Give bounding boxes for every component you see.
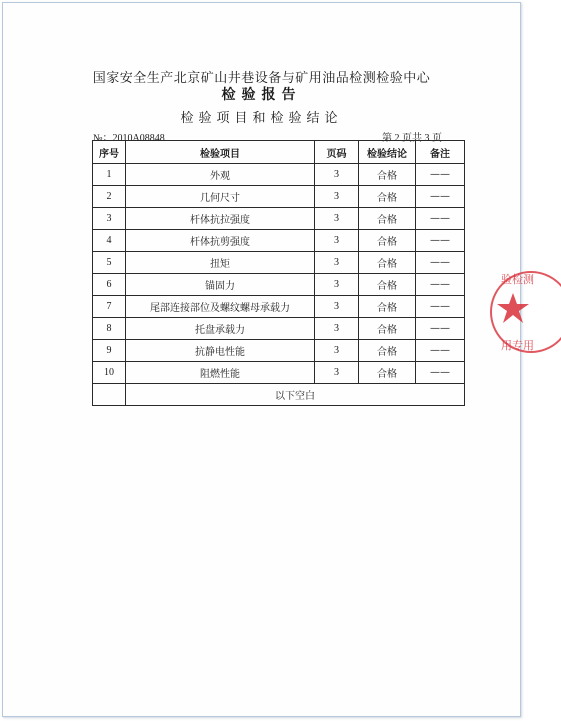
table-header-row <box>93 141 465 164</box>
cell-item: 锚固力 <box>126 274 315 296</box>
cell-remark: —— <box>416 230 465 252</box>
column-header-no: 序号 <box>93 141 126 164</box>
cell-page: 3 <box>315 186 359 208</box>
svg-text:用专用: 用专用 <box>501 339 534 352</box>
organization-name: 国家安全生产北京矿山井巷设备与矿用油品检测检验中心 <box>92 71 431 86</box>
table-row <box>93 230 465 252</box>
cell-conclusion: 合格 <box>359 230 416 252</box>
table-row <box>93 318 465 340</box>
cell-no: 9 <box>93 340 126 362</box>
cell-page: 3 <box>315 340 359 362</box>
cell-item: 托盘承载力 <box>126 318 315 340</box>
cell-remark: —— <box>416 340 465 362</box>
cell-remark: —— <box>416 164 465 186</box>
cell-page: 3 <box>315 230 359 252</box>
cell-conclusion: 合格 <box>359 340 416 362</box>
cell-blank <box>93 384 126 406</box>
table-row <box>93 186 465 208</box>
cell-no: 5 <box>93 252 126 274</box>
table-footer-row <box>93 384 465 406</box>
table-row <box>93 340 465 362</box>
column-header-remark: 备注 <box>416 141 465 164</box>
cell-item: 扭矩 <box>126 252 315 274</box>
cell-remark: —— <box>416 296 465 318</box>
svg-text:验检测: 验检测 <box>501 273 534 286</box>
cell-no: 3 <box>93 208 126 230</box>
column-header-page: 页码 <box>315 141 359 164</box>
table-row <box>93 362 465 384</box>
cell-conclusion: 合格 <box>359 164 416 186</box>
section-title: 检验项目和检验结论 <box>180 111 343 126</box>
cell-page: 3 <box>315 318 359 340</box>
column-header-item: 检验项目 <box>126 141 315 164</box>
cell-no: 7 <box>93 296 126 318</box>
cell-item: 外观 <box>126 164 315 186</box>
cell-page: 3 <box>315 164 359 186</box>
cell-item: 阻燃性能 <box>126 362 315 384</box>
cell-page: 3 <box>315 362 359 384</box>
cell-no: 1 <box>93 164 126 186</box>
report-title: 检验报告 <box>221 87 302 103</box>
cell-conclusion: 合格 <box>359 208 416 230</box>
table-row <box>93 252 465 274</box>
cell-remark: —— <box>416 208 465 230</box>
table-row <box>93 208 465 230</box>
cell-remark: —— <box>416 252 465 274</box>
cell-conclusion: 合格 <box>359 274 416 296</box>
cell-page: 3 <box>315 252 359 274</box>
cell-conclusion: 合格 <box>359 362 416 384</box>
inspection-items-table <box>92 140 465 406</box>
blank-note: 以下空白 <box>126 384 465 406</box>
cell-conclusion: 合格 <box>359 252 416 274</box>
table-row <box>93 274 465 296</box>
cell-no: 6 <box>93 274 126 296</box>
cell-page: 3 <box>315 296 359 318</box>
cell-item: 抗静电性能 <box>126 340 315 362</box>
cell-remark: —— <box>416 318 465 340</box>
cell-item: 杆体抗剪强度 <box>126 230 315 252</box>
table-row <box>93 296 465 318</box>
cell-item: 几何尺寸 <box>126 186 315 208</box>
cell-remark: —— <box>416 362 465 384</box>
cell-page: 3 <box>315 274 359 296</box>
cell-no: 4 <box>93 230 126 252</box>
certification-stamp <box>491 247 561 377</box>
stamp-star-icon <box>497 293 529 323</box>
cell-page: 3 <box>315 208 359 230</box>
cell-no: 2 <box>93 186 126 208</box>
cell-item: 杆体抗拉强度 <box>126 208 315 230</box>
cell-remark: —— <box>416 186 465 208</box>
cell-no: 8 <box>93 318 126 340</box>
cell-conclusion: 合格 <box>359 186 416 208</box>
cell-no: 10 <box>93 362 126 384</box>
cell-remark: —— <box>416 274 465 296</box>
cell-item: 尾部连接部位及螺纹螺母承载力 <box>126 296 315 318</box>
cell-conclusion: 合格 <box>359 318 416 340</box>
cell-conclusion: 合格 <box>359 296 416 318</box>
table-row <box>93 164 465 186</box>
report-page <box>2 2 534 717</box>
page-indicator: 第 2 页共 3 页 <box>382 133 442 144</box>
column-header-conclusion: 检验结论 <box>359 141 416 164</box>
report-number: №：2010A08848 <box>93 133 165 144</box>
